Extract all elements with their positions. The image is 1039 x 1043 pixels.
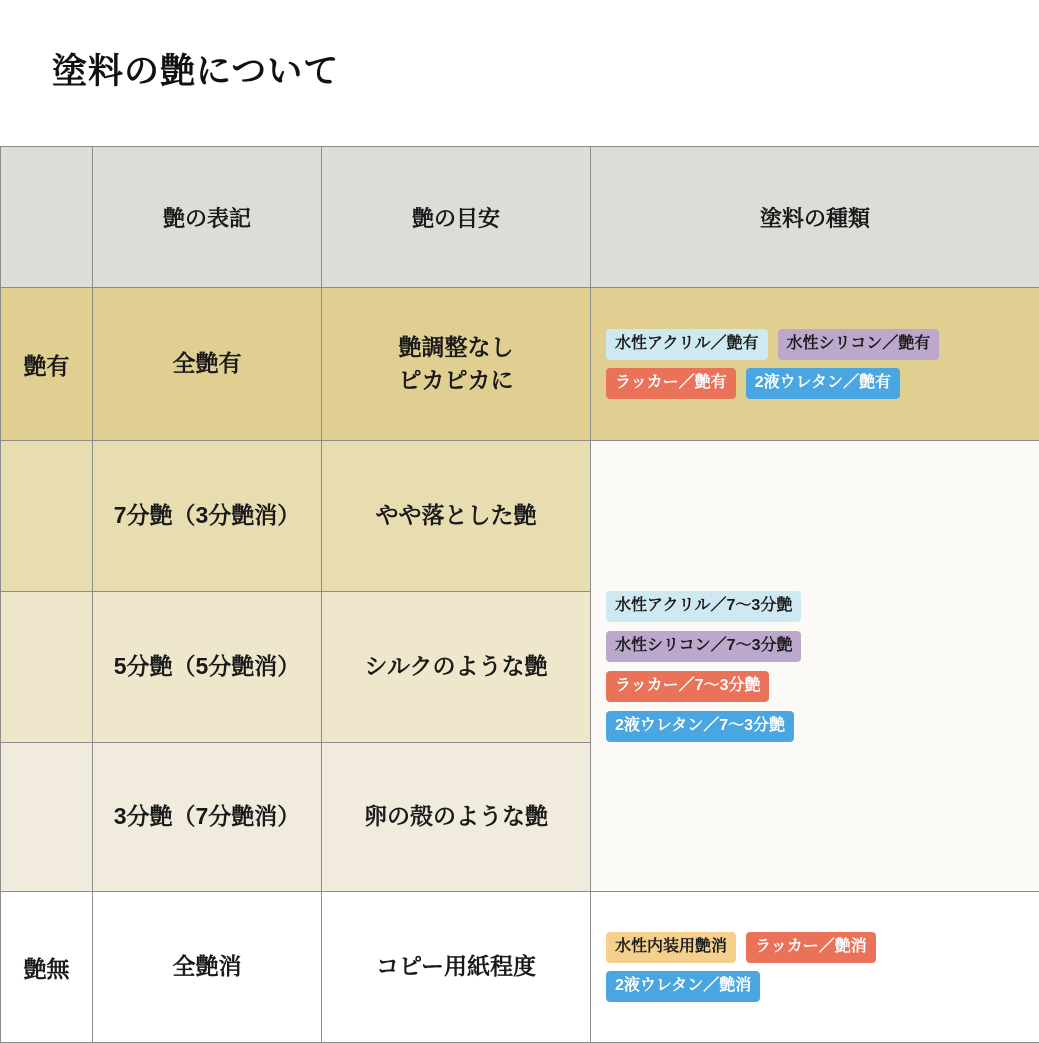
guide-line-1: 艶調整なし: [322, 331, 590, 364]
paint-type-header: 塗料の種類: [591, 147, 1039, 288]
tag-lacquer-gloss: ラッカー／艶有: [606, 368, 736, 399]
table-row: [1, 441, 1039, 592]
row-gloss-category-blank-3: [1, 743, 93, 892]
tag-silicon-mid: 水性シリコン／7〜3分艶: [606, 631, 801, 662]
tag-interior-matte: 水性内装用艶消: [606, 932, 736, 963]
table-row: [1, 892, 1039, 1043]
row-gloss-category-glossy: 艶有: [1, 288, 93, 441]
row-types-mid-gloss: [591, 441, 1039, 892]
tag-group-mid-gloss: [606, 591, 1039, 742]
row-gloss-category-matte: 艶無: [1, 892, 93, 1043]
row-notation-3bu: 3分艶（7分艶消）: [93, 743, 322, 892]
row-gloss-category-blank-2: [1, 592, 93, 743]
tag-group-full-gloss: [606, 329, 1029, 399]
table-row: [1, 288, 1039, 441]
row-guide-3bu: 卵の殻のような艶: [322, 743, 591, 892]
tag-urethane-matte: 2液ウレタン／艶消: [606, 971, 760, 1002]
row-notation-5bu: 5分艶（5分艶消）: [93, 592, 322, 743]
tag-group-full-matte: [606, 932, 1029, 1002]
tag-acrylic-gloss: 水性アクリル／艶有: [606, 329, 768, 360]
row-guide-7bu: やや落とした艶: [322, 441, 591, 592]
row-gloss-category-blank-1: [1, 441, 93, 592]
row-types-full-gloss: [591, 288, 1039, 441]
page-title: 塗料の艶について: [0, 0, 1039, 94]
gloss-guide-header: 艶の目安: [322, 147, 591, 288]
table-body: [1, 288, 1039, 1043]
tag-lacquer-mid: ラッカー／7〜3分艶: [606, 671, 769, 702]
row-guide-full-gloss: [322, 288, 591, 441]
gloss-table: [0, 146, 1039, 1043]
table-header-row: [1, 147, 1039, 288]
tag-urethane-gloss: 2液ウレタン／艶有: [746, 368, 900, 399]
tag-silicon-gloss: 水性シリコン／艶有: [778, 329, 940, 360]
table-header: [1, 147, 1039, 288]
row-guide-5bu: シルクのような艶: [322, 592, 591, 743]
row-types-full-matte: [591, 892, 1039, 1043]
row-notation-full-gloss: 全艶有: [93, 288, 322, 441]
guide-line-2: ピカピカに: [322, 364, 590, 397]
tag-urethane-mid: 2液ウレタン／7〜3分艶: [606, 711, 794, 742]
row-notation-7bu: 7分艶（3分艶消）: [93, 441, 322, 592]
row-guide-full-matte: コピー用紙程度: [322, 892, 591, 1043]
tag-acrylic-mid: 水性アクリル／7〜3分艶: [606, 591, 801, 622]
gloss-category-header: [1, 147, 93, 288]
gloss-notation-header: 艶の表記: [93, 147, 322, 288]
tag-lacquer-matte: ラッカー／艶消: [746, 932, 876, 963]
row-notation-full-matte: 全艶消: [93, 892, 322, 1043]
